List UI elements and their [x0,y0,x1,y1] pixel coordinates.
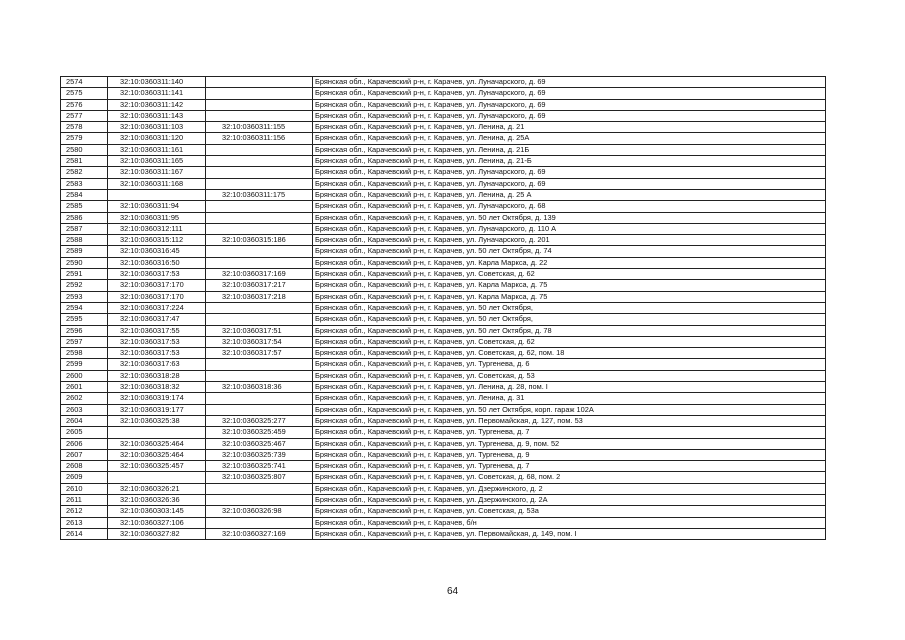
row-number-cell: 2604 [61,415,108,426]
related-cadastral-number-cell [206,167,313,178]
related-cadastral-number-cell [206,246,313,257]
cadastral-number-cell: 32:10:0360318:28 [108,370,206,381]
table-row [61,156,826,167]
address-cell: Брянская обл., Карачевский р-н, г. Карачев, ул. Луначарского, д. 201 [313,235,826,246]
related-cadastral-number-cell: 32:10:0360317:51 [206,325,313,336]
related-cadastral-number-cell [206,99,313,110]
table-row [61,438,826,449]
related-cadastral-number-cell: 32:10:0360317:54 [206,336,313,347]
related-cadastral-number-cell: 32:10:0360327:169 [206,528,313,539]
table-row [61,382,826,393]
table-row [61,99,826,110]
table-row [61,427,826,438]
address-cell: Брянская обл., Карачевский р-н, г. Карачев, ул. Ленина, д. 28, пом. I [313,382,826,393]
cadastral-number-cell [108,427,206,438]
address-cell: Брянская обл., Карачевский р-н, г. Карачев, ул. Луначарского, д. 69 [313,77,826,88]
table-body [61,77,826,540]
related-cadastral-number-cell [206,144,313,155]
address-cell: Брянская обл., Карачевский р-н, г. Карачев, ул. Советская, д. 68, пом. 2 [313,472,826,483]
cadastral-number-cell: 32:10:0360318:32 [108,382,206,393]
table-row [61,133,826,144]
table-row [61,291,826,302]
address-cell: Брянская обл., Карачевский р-н, г. Карачев, ул. Луначарского, д. 110 А [313,223,826,234]
row-number-cell: 2593 [61,291,108,302]
table-row [61,246,826,257]
row-number-cell: 2605 [61,427,108,438]
address-cell: Брянская обл., Карачевский р-н, г. Карачев, ул. 50 лет Октября, корп. гараж 102А [313,404,826,415]
address-cell: Брянская обл., Карачевский р-н, г. Карачев, ул. Луначарского, д. 68 [313,201,826,212]
table-row [61,212,826,223]
related-cadastral-number-cell [206,393,313,404]
address-cell: Брянская обл., Карачевский р-н, г. Карачев, ул. Тургенева, д. 6 [313,359,826,370]
row-number-cell: 2584 [61,189,108,200]
address-cell: Брянская обл., Карачевский р-н, г. Карачев, ул. Советская, д. 53а [313,506,826,517]
row-number-cell: 2594 [61,302,108,313]
related-cadastral-number-cell: 32:10:0360325:459 [206,427,313,438]
table-row [61,88,826,99]
address-cell: Брянская обл., Карачевский р-н, г. Карачев, ул. 50 лет Октября, [313,302,826,313]
address-cell: Брянская обл., Карачевский р-н, г. Карачев, ул. Советская, д. 62 [313,269,826,280]
row-number-cell: 2597 [61,336,108,347]
related-cadastral-number-cell [206,314,313,325]
related-cadastral-number-cell: 32:10:0360317:217 [206,280,313,291]
row-number-cell: 2574 [61,77,108,88]
row-number-cell: 2585 [61,201,108,212]
address-cell: Брянская обл., Карачевский р-н, г. Карачев, ул. Советская, д. 62 [313,336,826,347]
cadastral-number-cell: 32:10:0360311:120 [108,133,206,144]
cadastral-number-cell: 32:10:0360311:161 [108,144,206,155]
related-cadastral-number-cell [206,483,313,494]
related-cadastral-number-cell: 32:10:0360325:739 [206,449,313,460]
address-cell: Брянская обл., Карачевский р-н, г. Карачев, б/н [313,517,826,528]
table-row [61,110,826,121]
row-number-cell: 2576 [61,99,108,110]
cadastral-number-cell: 32:10:0360311:167 [108,167,206,178]
row-number-cell: 2590 [61,257,108,268]
address-cell: Брянская обл., Карачевский р-н, г. Карачев, ул. Карла Маркса, д. 75 [313,280,826,291]
cadastral-number-cell: 32:10:0360319:174 [108,393,206,404]
row-number-cell: 2589 [61,246,108,257]
address-cell: Брянская обл., Карачевский р-н, г. Карачев, ул. 50 лет Октября, д. 74 [313,246,826,257]
row-number-cell: 2575 [61,88,108,99]
row-number-cell: 2581 [61,156,108,167]
related-cadastral-number-cell: 32:10:0360311:155 [206,122,313,133]
row-number-cell: 2592 [61,280,108,291]
row-number-cell: 2596 [61,325,108,336]
related-cadastral-number-cell [206,359,313,370]
address-cell: Брянская обл., Карачевский р-н, г. Карачев, ул. Луначарского, д. 69 [313,99,826,110]
address-cell: Брянская обл., Карачевский р-н, г. Карачев, ул. Ленина, д. 21 [313,122,826,133]
related-cadastral-number-cell [206,257,313,268]
address-cell: Брянская обл., Карачевский р-н, г. Карачев, ул. Первомайская, д. 149, пом. I [313,528,826,539]
row-number-cell: 2577 [61,110,108,121]
address-cell: Брянская обл., Карачевский р-н, г. Карачев, ул. 50 лет Октября, д. 139 [313,212,826,223]
row-number-cell: 2579 [61,133,108,144]
row-number-cell: 2607 [61,449,108,460]
cadastral-number-cell [108,189,206,200]
cadastral-number-cell: 32:10:0360311:94 [108,201,206,212]
related-cadastral-number-cell [206,212,313,223]
cadastral-number-cell: 32:10:0360311:168 [108,178,206,189]
table-row [61,404,826,415]
table-row [61,302,826,313]
row-number-cell: 2580 [61,144,108,155]
cadastral-number-cell: 32:10:0360317:170 [108,280,206,291]
related-cadastral-number-cell [206,517,313,528]
row-number-cell: 2611 [61,494,108,505]
address-cell: Брянская обл., Карачевский р-н, г. Карачев, ул. Тургенева, д. 7 [313,427,826,438]
table-row [61,336,826,347]
row-number-cell: 2595 [61,314,108,325]
related-cadastral-number-cell: 32:10:0360325:467 [206,438,313,449]
address-cell: Брянская обл., Карачевский р-н, г. Карачев, ул. Карла Маркса, д. 22 [313,257,826,268]
row-number-cell: 2613 [61,517,108,528]
cadastral-number-cell: 32:10:0360325:38 [108,415,206,426]
row-number-cell: 2606 [61,438,108,449]
table-row [61,494,826,505]
cadastral-number-cell: 32:10:0360326:21 [108,483,206,494]
related-cadastral-number-cell: 32:10:0360318:36 [206,382,313,393]
table-row [61,393,826,404]
table-row [61,449,826,460]
address-cell: Брянская обл., Карачевский р-н, г. Карачев, ул. Дзержинского, д. 2А [313,494,826,505]
address-cell: Брянская обл., Карачевский р-н, г. Карачев, ул. Луначарского, д. 69 [313,110,826,121]
table-row [61,178,826,189]
cadastral-number-cell: 32:10:0360311:95 [108,212,206,223]
table-row [61,189,826,200]
cadastral-number-cell: 32:10:0360317:224 [108,302,206,313]
table-row [61,461,826,472]
related-cadastral-number-cell: 32:10:0360325:807 [206,472,313,483]
related-cadastral-number-cell [206,156,313,167]
related-cadastral-number-cell: 32:10:0360317:57 [206,348,313,359]
cadastral-number-cell: 32:10:0360317:170 [108,291,206,302]
address-cell: Брянская обл., Карачевский р-н, г. Карачев, ул. Ленина, д. 21Б [313,144,826,155]
address-cell: Брянская обл., Карачевский р-н, г. Карачев, ул. Карла Маркса, д. 75 [313,291,826,302]
table-row [61,122,826,133]
table-row [61,472,826,483]
related-cadastral-number-cell: 32:10:0360326:98 [206,506,313,517]
row-number-cell: 2600 [61,370,108,381]
address-cell: Брянская обл., Карачевский р-н, г. Карачев, ул. Луначарского, д. 69 [313,178,826,189]
related-cadastral-number-cell [206,302,313,313]
table-row [61,517,826,528]
row-number-cell: 2603 [61,404,108,415]
related-cadastral-number-cell: 32:10:0360325:277 [206,415,313,426]
cadastral-number-cell: 32:10:0360327:82 [108,528,206,539]
related-cadastral-number-cell [206,370,313,381]
related-cadastral-number-cell: 32:10:0360315:186 [206,235,313,246]
table-row [61,257,826,268]
row-number-cell: 2588 [61,235,108,246]
table-row [61,370,826,381]
cadastral-number-cell: 32:10:0360311:165 [108,156,206,167]
cadastral-number-cell: 32:10:0360316:50 [108,257,206,268]
address-cell: Брянская обл., Карачевский р-н, г. Карачев, ул. Дзержинского, д. 2 [313,483,826,494]
cadastral-number-cell [108,472,206,483]
table-row [61,359,826,370]
table-row [61,528,826,539]
row-number-cell: 2608 [61,461,108,472]
table-row [61,235,826,246]
related-cadastral-number-cell [206,223,313,234]
table-row [61,314,826,325]
related-cadastral-number-cell [206,494,313,505]
address-cell: Брянская обл., Карачевский р-н, г. Карачев, ул. Луначарского, д. 69 [313,167,826,178]
cadastral-number-cell: 32:10:0360325:464 [108,449,206,460]
cadastral-number-cell: 32:10:0360312:111 [108,223,206,234]
table-row [61,201,826,212]
related-cadastral-number-cell [206,201,313,212]
address-cell: Брянская обл., Карачевский р-н, г. Карачев, ул. Советская, д. 53 [313,370,826,381]
row-number-cell: 2614 [61,528,108,539]
table-row [61,348,826,359]
cadastral-number-cell: 32:10:0360311:143 [108,110,206,121]
cadastral-number-cell: 32:10:0360325:457 [108,461,206,472]
address-cell: Брянская обл., Карачевский р-н, г. Карачев, ул. Тургенева, д. 9 [313,449,826,460]
address-cell: Брянская обл., Карачевский р-н, г. Карачев, ул. Первомайская, д. 127, пом. 53 [313,415,826,426]
property-table [60,76,826,540]
row-number-cell: 2582 [61,167,108,178]
cadastral-number-cell: 32:10:0360317:53 [108,336,206,347]
cadastral-number-cell: 32:10:0360311:103 [108,122,206,133]
address-cell: Брянская обл., Карачевский р-н, г. Карачев, ул. Ленина, д. 25 А [313,189,826,200]
row-number-cell: 2612 [61,506,108,517]
table-row [61,223,826,234]
related-cadastral-number-cell [206,178,313,189]
row-number-cell: 2610 [61,483,108,494]
row-number-cell: 2601 [61,382,108,393]
related-cadastral-number-cell: 32:10:0360317:218 [206,291,313,302]
table-row [61,325,826,336]
row-number-cell: 2578 [61,122,108,133]
cadastral-number-cell: 32:10:0360311:142 [108,99,206,110]
row-number-cell: 2591 [61,269,108,280]
address-cell: Брянская обл., Карачевский р-н, г. Карачев, ул. Тургенева, д. 9, пом. 52 [313,438,826,449]
address-cell: Брянская обл., Карачевский р-н, г. Карачев, ул. 50 лет Октября, д. 78 [313,325,826,336]
cadastral-number-cell: 32:10:0360327:106 [108,517,206,528]
cadastral-number-cell: 32:10:0360326:36 [108,494,206,505]
related-cadastral-number-cell [206,404,313,415]
table-row [61,415,826,426]
address-cell: Брянская обл., Карачевский р-н, г. Карачев, ул. Советская, д. 62, пом. 18 [313,348,826,359]
table-row [61,506,826,517]
row-number-cell: 2598 [61,348,108,359]
row-number-cell: 2583 [61,178,108,189]
cadastral-number-cell: 32:10:0360303:145 [108,506,206,517]
address-cell: Брянская обл., Карачевский р-н, г. Карачев, ул. Ленина, д. 21-Б [313,156,826,167]
address-cell: Брянская обл., Карачевский р-н, г. Карачев, ул. Тургенева, д. 7 [313,461,826,472]
related-cadastral-number-cell: 32:10:0360325:741 [206,461,313,472]
row-number-cell: 2602 [61,393,108,404]
related-cadastral-number-cell [206,77,313,88]
cadastral-number-cell: 32:10:0360311:140 [108,77,206,88]
cadastral-number-cell: 32:10:0360311:141 [108,88,206,99]
related-cadastral-number-cell [206,110,313,121]
row-number-cell: 2587 [61,223,108,234]
cadastral-number-cell: 32:10:0360316:45 [108,246,206,257]
cadastral-number-cell: 32:10:0360317:55 [108,325,206,336]
address-cell: Брянская обл., Карачевский р-н, г. Карачев, ул. Луначарского, д. 69 [313,88,826,99]
cadastral-number-cell: 32:10:0360325:464 [108,438,206,449]
cadastral-number-cell: 32:10:0360319:177 [108,404,206,415]
row-number-cell: 2586 [61,212,108,223]
related-cadastral-number-cell: 32:10:0360311:156 [206,133,313,144]
table-row [61,167,826,178]
table-row [61,483,826,494]
table-row [61,144,826,155]
cadastral-number-cell: 32:10:0360317:63 [108,359,206,370]
row-number-cell: 2599 [61,359,108,370]
cadastral-number-cell: 32:10:0360317:53 [108,269,206,280]
table-row [61,280,826,291]
cadastral-number-cell: 32:10:0360317:47 [108,314,206,325]
page-number: 64 [446,586,459,597]
related-cadastral-number-cell: 32:10:0360311:175 [206,189,313,200]
related-cadastral-number-cell [206,88,313,99]
cadastral-number-cell: 32:10:0360317:53 [108,348,206,359]
cadastral-number-cell: 32:10:0360315:112 [108,235,206,246]
address-cell: Брянская обл., Карачевский р-н, г. Карачев, ул. Ленина, д. 31 [313,393,826,404]
address-cell: Брянская обл., Карачевский р-н, г. Карачев, ул. 50 лет Октября, [313,314,826,325]
address-cell: Брянская обл., Карачевский р-н, г. Карачев, ул. Ленина, д. 25А [313,133,826,144]
table-row [61,77,826,88]
row-number-cell: 2609 [61,472,108,483]
related-cadastral-number-cell: 32:10:0360317:169 [206,269,313,280]
table-row [61,269,826,280]
